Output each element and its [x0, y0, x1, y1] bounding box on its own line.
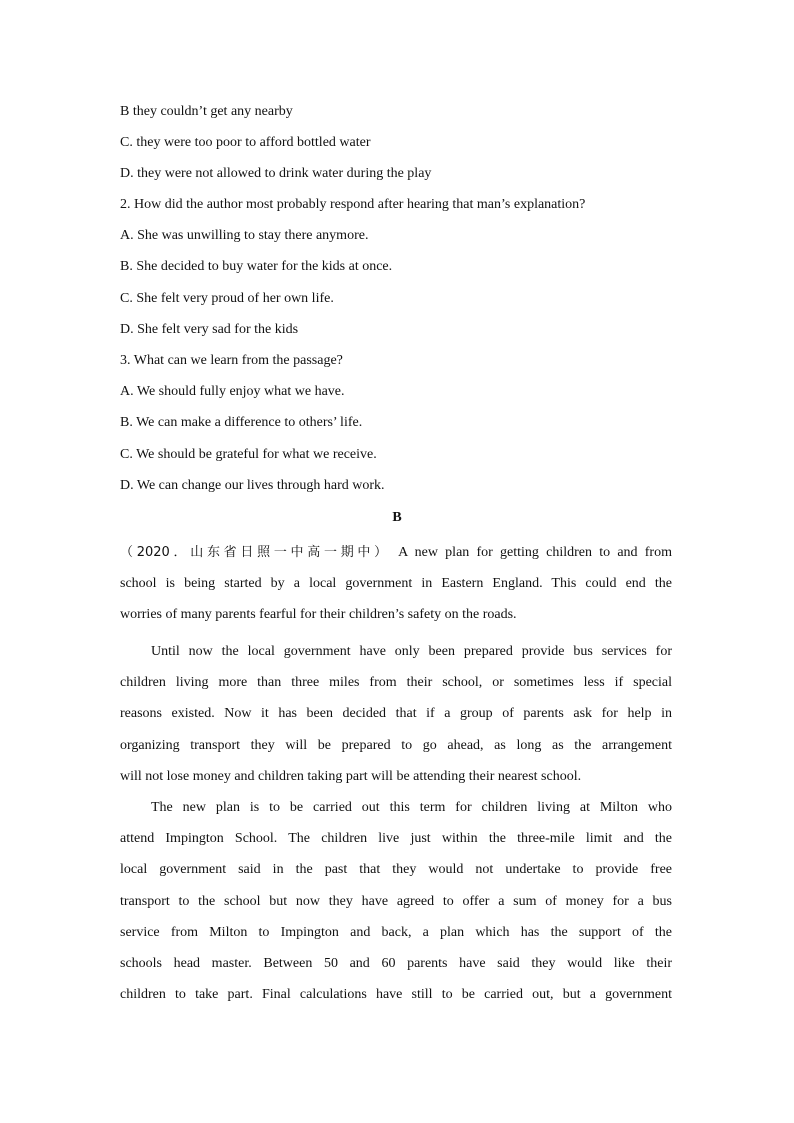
q2-option-c: C. She felt very proud of her own life.: [120, 291, 334, 306]
paragraph-line: local government said in the past that they would not undertake to provide free: [120, 862, 672, 878]
paragraph-line: transport to the school but now they have agreed to offer a sum of money for a bus: [120, 893, 672, 909]
paragraph-line: school is being started by a local government in Eastern England. This could end the: [120, 576, 672, 592]
paragraph-line: children to take part. Final calculations have still to be carried out, but a government: [120, 987, 672, 1003]
q1-option-d: D. they were not allowed to drink water during the play: [120, 166, 432, 181]
paragraph-line: service from Milton to Impington and back, a plan which has the support of the: [120, 924, 672, 940]
paragraph-line: will not lose money and children taking part will be attending their nearest school.: [120, 768, 582, 784]
paragraph-line: The new plan is to be carried out this term for children living at Milton who: [151, 800, 672, 815]
paragraph-line: [120, 544, 672, 575]
q3-option-d: D. We can change our lives through hard work.: [120, 478, 385, 493]
q1-option-c: C. they were too poor to afford bottled water: [120, 135, 371, 150]
paragraph-line: children living more than three miles from their school, or sometimes less if special: [120, 675, 672, 691]
paragraph-line: reasons existed. Now it has been decided that if a group of parents ask for help in: [120, 706, 672, 722]
q3-option-b: B. We can make a difference to others’ life.: [120, 415, 363, 430]
passage-paragraph-1: [120, 544, 672, 638]
q3-question: 3. What can we learn from the passage?: [120, 353, 343, 368]
paragraph-line: worries of many parents fearful for their children’s safety on the roads.: [120, 607, 517, 623]
paragraph-line: schools head master. Between 50 and 60 parents have said they would like their: [120, 955, 672, 971]
q2-question: 2. How did the author most probably respond after hearing that man’s explanation?: [120, 197, 586, 212]
q2-option-d: D. She felt very sad for the kids: [120, 322, 299, 337]
source-citation: （2020．山东省日照一中高一期中）: [120, 545, 391, 560]
q3-option-a: A. We should fully enjoy what we have.: [120, 384, 345, 399]
paragraph-text: A new plan for getting children to and from: [398, 545, 672, 560]
passage-paragraph-2: [120, 643, 672, 799]
paragraph-line: attend Impington School. The children live just within the three-mile limit and the: [120, 831, 672, 847]
paragraph-line: Until now the local government have only been prepared provide bus services for: [151, 644, 672, 659]
section-heading: B: [392, 510, 402, 525]
paragraph-line: organizing transport they will be prepared to go ahead, as long as the arrangement: [120, 737, 672, 753]
q2-option-b: B. She decided to buy water for the kids at once.: [120, 259, 393, 274]
q3-option-c: C. We should be grateful for what we receive.: [120, 447, 377, 462]
passage-paragraph-3: [120, 799, 672, 1017]
q2-option-a: A. She was unwilling to stay there anymore.: [120, 228, 369, 243]
q1-option-b: B they couldn’t get any nearby: [120, 104, 293, 119]
